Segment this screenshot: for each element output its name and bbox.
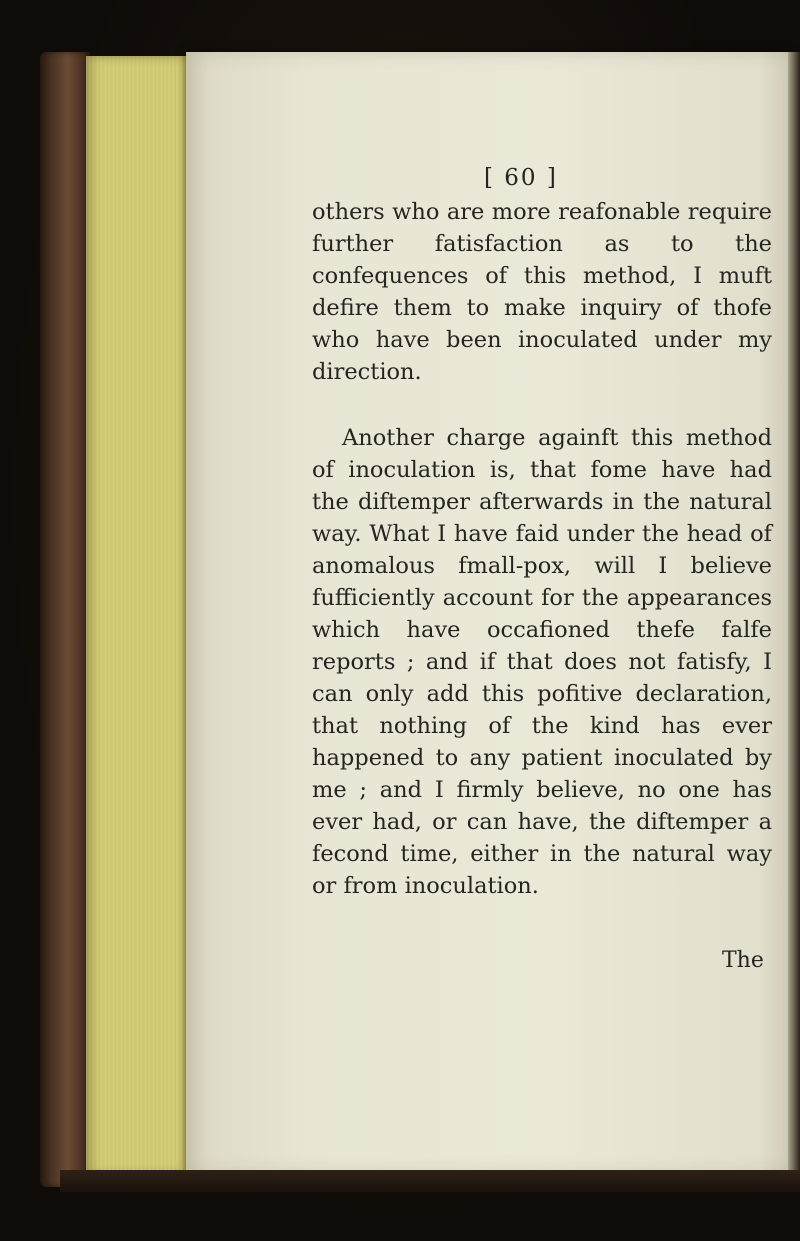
paragraph: others who are more reafonable require further fatisfaction as to the confequences of this method, I muft defire them to make inquiry of thofe who have been inoculated under my direction. [312,199,772,385]
page-edges [86,56,188,1174]
paragraph: Another charge againft this method of inoculation is, that fome have had the diftemper afterwards in the natural way. What I have faid under the head of anomalous fmall-pox, will I believe fufficiently account for the appearances which have occafioned thefe falfe reports ; and if that does not fatisfy, I can only add this pofitive declaration, that nothing of the kind has ever happened to any patient inoculated by me ; and I firmly believe, no one has ever had, or can have, the diftemper a fecond time, either in the natural way or from inoculation. [312,425,772,899]
catchword: The [722,948,764,973]
book-cover-edge [40,52,90,1187]
right-page-edge [788,52,800,1182]
body-text [312,166,772,902]
page-number: [ 60 ] [484,165,558,191]
bottom-cover-edge [60,1170,800,1192]
